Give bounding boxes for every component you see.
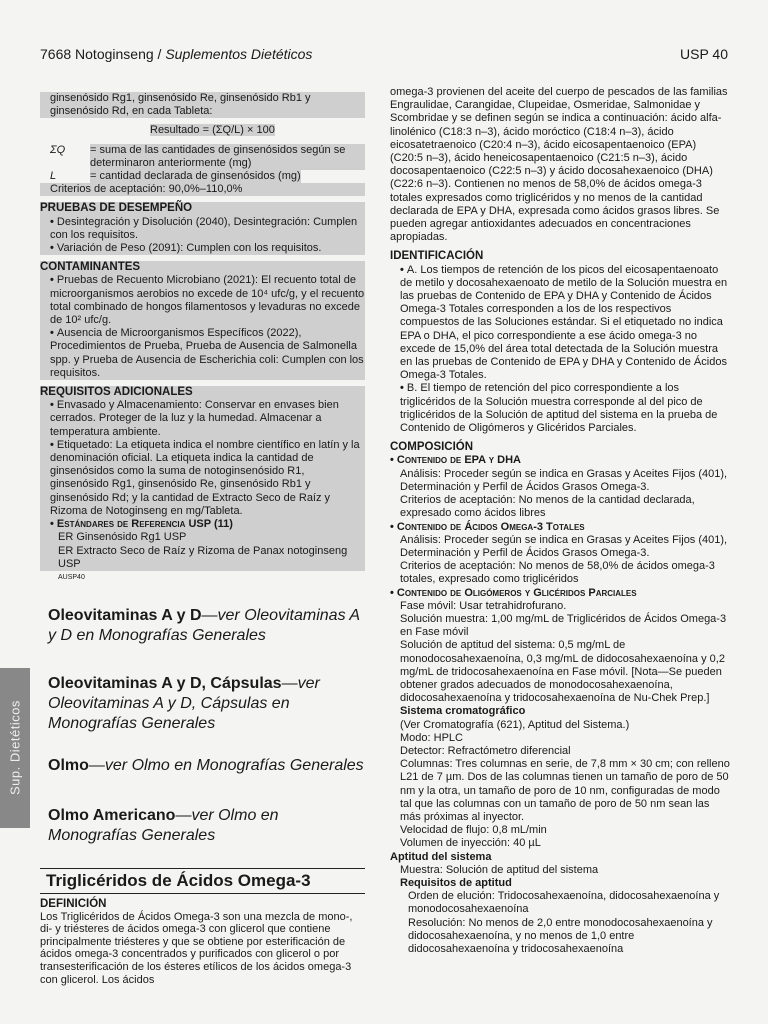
modo: Modo: HPLC [400,731,463,744]
variacion-peso: • Variación de Peso (2091): Cumplen con los requisitos. [40,242,365,255]
page-header [40,46,728,68]
omega3-criterios: Criterios de aceptación: No menos de 58,0% de ácidos omega-3 totales, expresado como triglicéridos [400,560,715,586]
def-key: L [50,170,57,183]
heading-composicion: COMPOSICIÓN [390,441,474,454]
sistema-cromatografico: Sistema cromatográfico [400,705,526,718]
epa-criterios: Criterios de aceptación: No menos de la cantidad declarada, expresado como ácidos libres [400,494,695,520]
left-column [40,92,365,584]
def-value: = cantidad declarada de ginsenósidos (mg) [90,170,301,183]
solucion-aptitud: Solución de aptitud del sistema: 0,5 mg/mL de monodocosahexaenoína, 0,3 mg/mL de didocosahexaenoína y 0,2 mg/mL de tridocosahexaenoína en Fase móvil. [Nota—Se pueden obtener grados adecuados de monodocosahexaenoína, didocosahexaenoína y tridocosahexaenoína de Nu-Chek Prep.] [400,639,725,705]
section-name: Suplementos Dietéticos [165,46,313,62]
epa-analisis: Análisis: Proceder según se indica en Grasas y Aceites Fijos (401), Determinación y Perfil de Ácidos Grasos Omega-3. [400,467,728,493]
monograph-title: Oleovitaminas A y D, Cápsulas [48,675,282,692]
omega3-heading: • Contenido de Ácidos Omega-3 Totales [390,521,730,534]
etiquetado: • Etiquetado: La etiqueta indica el nombre científico en latín y la denominación oficial. La etiqueta indica la cantidad de ginsenósidos como la suma de notoginsenósido R1, ginsenósido Rg1, ginsenósido Re, ginsenósido Rb1 y ginsenósido Rd; y la cantidad de Extracto Seco de Raíz y Rizoma de Notoginseng en mg/Tableta. [40,439,365,518]
definition-row [40,144,365,170]
acceptance-criteria: Criterios de aceptación: 90,0%–110,0% [40,183,365,196]
monograph-entry [48,756,368,776]
fase-movil: Fase móvil: Usar tetrahidrofurano. [400,599,567,612]
definition-text: Los Triglicéridos de Ácidos Omega-3 son una mezcla de mono-, di- y triésteres de ácidos omega-3 con glicerol que contiene principalmente triésteres y que se obtiene por esterificación de ácidos omega-3 concentrados y purificados con glicerol o por transesterificación de los ésteres etílicos de los ácidos omega-3 con glicerol. Los ácidos [40,910,353,986]
intro-text: ginsenósido Rg1, ginsenósido Re, ginsenósido Rb1 y ginsenósido Rd, en cada Tableta: [40,92,365,118]
ausencia-microorganismos: • Ausencia de Microorganismos Específicos (2022), Procedimientos de Prueba, Prueba de Ausencia de Salmonella spp. y Prueba de Ausencia de Escherichia coli: Cumplen con los requisitos. [40,327,365,380]
heading-definicion: DEFINICIÓN [40,898,107,910]
velocidad-flujo: Velocidad de flujo: 0,8 mL/min [400,824,547,837]
sistema-ref: (Ver Cromatografía (621), Aptitud del Sistema.) [400,718,630,731]
envasado: • Envasado y Almacenamiento: Conservar en envases bien cerrados. Proteger de la luz y la humedad. Almacenar a temperatura ambiente. [40,399,365,439]
formula [40,124,365,137]
monograph-ref: —ver Olmo en Monografías Generales [48,807,279,844]
monograph-ref: —ver Oleovitaminas A y D en Monografías Generales [48,607,360,644]
monograph-ref: —ver Oleovitaminas A y D, Cápsulas en Monografías Generales [48,675,320,732]
epa-dha-heading: • Contenido de EPA y DHA [390,454,730,467]
definition-row [40,170,365,183]
heading-identificacion: IDENTIFICACIÓN [390,250,484,263]
header-left [40,46,312,62]
volumen-inyeccion: Volumen de inyección: 40 µL [400,837,541,850]
desintegracion: • Desintegración y Disolución (2040), Desintegración: Cumplen con los requisitos. [40,216,365,242]
recuento-microbiano: • Pruebas de Recuento Microbiano (2021): El recuento total de microorganismos aerobios no excede de 10⁴ ufc/g, y el recuento total combinado de hongos filamentosos y levaduras no excede de 10² ufc/g. [40,274,365,327]
monograph-ref: —ver Olmo en Monografías Generales [88,757,364,774]
requisitos-aptitud: Requisitos de aptitud [400,876,512,889]
monograph-entry [48,674,368,734]
monograph-main-title: Triglicéridos de Ácidos Omega-3 [40,868,365,894]
heading-adicionales: REQUISITOS ADICIONALES [40,386,365,399]
def-value: = suma de las cantidades de ginsenósidos según se determinaron anteriormente (mg) [90,144,365,170]
monograph-title: Oleovitaminas A y D [48,607,202,624]
monograph-entry [48,806,368,846]
right-column [390,86,730,956]
continuation-text: omega-3 provienen del aceite del cuerpo de pescados de las familias Engraulidae, Carangidae, Clupeidae, Osmeridae, Salmonidae y Scombridae y se definen según se indica a continuación: ácido alfa-linolénico (C18:3 n–3), ácido moróctico (C18:4 n–3), ácido eicosatetraenoico (C20:4 n–3), ácido eicosapentaenoico (EPA) (C20:5 n–3), ácido heneicosapentaenoico (C21:5 n–3), ácido docosapentaenoico (C22:5 n–3) y ácido docosahexaenoico (DHA) (C22:6 n–3). Contienen no menos de 58,0% de ácidos omega-3 totales expresados como triglicéridos y no menos de la cantidad declarada de EPA y DHA, expresada como ácidos grasos libres. Se pueden agregar antioxidantes adecuados en concentraciones apropiadas. [390,86,728,244]
side-tab: Sup. Dietéticos [0,668,30,828]
ident-a: • A. Los tiempos de retención de los picos del eicosapentaenoato de metilo y docosahexaenoato de metilo de la Solución muestra en las pruebas de Contenido de EPA y DHA y Contenido de Ácidos Omega-3 Totales corresponden a los de los respectivos compuestos de las Soluciones estándar. Si el etiquetado no indica EPA o DHA, el pico correspondiente a ese ácido omega-3 no excede de 15,0% del área total detectada de la Solución muestra en las pruebas de Contenido de EPA y DHA y Contenido de Ácidos Omega-3 Totales. [390,264,730,383]
omega3-analisis: Análisis: Proceder según se indica en Grasas y Aceites Fijos (401), Determinación y Perfil de Ácidos Grasos Omega-3. [400,533,728,559]
resolucion: Resolución: No menos de 2,0 entre monodocosahexaenoína y didocosahexaenoína, y no menos de 1,0 entre didocosahexaenoína y tridocosahexaenoína [408,916,713,955]
monograph-entry [48,606,368,646]
orden-elucion: Orden de elución: Tridocosahexaenoína, didocosahexaenoína y monodocosahexaenoína [408,890,720,916]
page-number-title: 7668 Notoginseng / [40,46,166,62]
oligomeros-heading: • Contenido de Oligómeros y Glicéridos Parciales [390,587,730,600]
columnas: Columnas: Tres columnas en serie, de 7,8 mm × 30 cm; con relleno L21 de 7 µm. Dos de las columnas tienen un tamaño de poro de 50 nm y la otra, un tamaño de poro de 10 nm, configuradas de modo tal que las columnas con un tamaño de poro de 50 nm sean las más próximas al inyector. [400,758,730,823]
aptitud-muestra: Muestra: Solución de aptitud del sistema [400,863,599,876]
estandares-referencia: • Estándares de Referencia USP (11) [40,518,365,531]
reference-standard-1: ER Ginsenósido Rg1 USP [40,531,365,544]
monograph-title: Olmo [48,757,89,774]
aptitud-sistema: Aptitud del sistema [390,850,492,863]
detector: Detector: Refractómetro diferencial [400,744,571,757]
small-mark: AUSP40 [58,573,85,581]
formula-text: Resultado = (ΣQ/L) × 100 [150,124,275,137]
heading-desempeno: PRUEBAS DE DESEMPEÑO [40,202,365,215]
def-key: ΣQ [50,143,66,156]
solucion-muestra: Solución muestra: 1,00 mg/mL de Triglicéridos de Ácidos Omega-3 en Fase móvil [400,612,727,639]
ident-b: • B. El tiempo de retención del pico correspondiente a los triglicéridos de la Solución muestra corresponde al del pico de triglicéridos de la Solución de aptitud del sistema en la prueba de Contenido de Oligómeros y Glicéridos Parciales. [390,382,730,435]
heading-contaminantes: CONTAMINANTES [40,261,365,274]
definition-section [40,898,365,986]
reference-standard-2: ER Extracto Seco de Raíz y Rizoma de Panax notoginseng USP [40,545,365,571]
header-right: USP 40 [680,46,728,62]
monograph-title: Olmo Americano [48,807,176,824]
